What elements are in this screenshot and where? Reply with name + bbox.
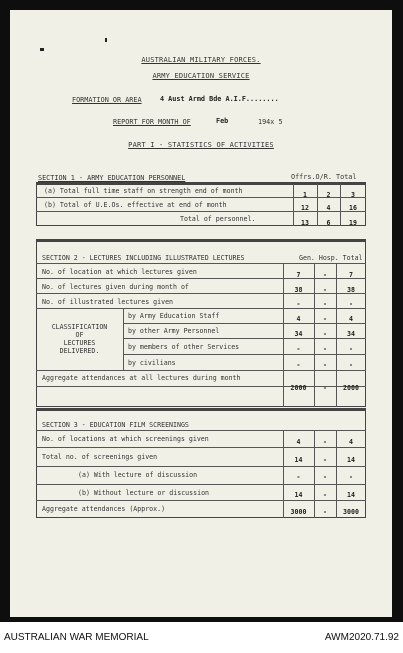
table-cell: 14 (347, 456, 355, 464)
table-cell: 4 (349, 315, 353, 323)
table-cell: - (296, 473, 301, 481)
table-row-label: (b) Total of U.E.Os. effective at end of month (44, 201, 227, 209)
table-cell: - (349, 361, 353, 369)
table-row-label: Total no. of screenings given (42, 453, 158, 461)
part-title: PART I - STATISTICS OF ACTIVITIES (128, 141, 274, 149)
table-cell: 7 (296, 271, 301, 279)
table-row-label: Total of personnel. (180, 215, 256, 223)
table-cell: - (296, 345, 301, 353)
report-month: Feb (216, 117, 229, 125)
table-cell: 12 (301, 204, 309, 212)
table-cell: 34 (294, 330, 303, 338)
table-cell: - (323, 300, 327, 308)
table-row-label: No. of illustrated lectures given (42, 298, 174, 306)
service-title: ARMY EDUCATION SERVICE (152, 72, 250, 80)
table-row-label: by other Army Personnel (128, 327, 220, 335)
table-cell: - (323, 315, 327, 323)
table-cell: - (296, 361, 301, 369)
punch-mark (105, 38, 107, 42)
classification-label: DELIVERED. (59, 347, 100, 355)
table-row-label: (a) Total full time staff on strength end of month (44, 187, 243, 195)
table-cell: 19 (349, 219, 357, 227)
table-cell: 2000 (290, 384, 307, 392)
table-cell: 38 (294, 286, 303, 294)
table-cell: 14 (294, 456, 303, 464)
table-cell: 34 (347, 330, 355, 338)
table-cell: - (323, 286, 327, 294)
table-row-label: No. of location at which lectures given (42, 268, 197, 276)
table-cell: 14 (294, 491, 303, 499)
org-title: AUSTRALIAN MILITARY FORCES. (141, 56, 261, 64)
table-cell: - (323, 345, 327, 353)
section3-title: SECTION 3 - EDUCATION FILM SCREENINGS (42, 421, 189, 429)
table-row-label: by Army Education Staff (128, 312, 220, 320)
punch-mark (40, 48, 44, 51)
section2-title: SECTION 2 - LECTURES INCLUDING ILLUSTRATED LECTURES (42, 254, 245, 262)
formation-value: 4 Aust Armd Bde A.I.F........ (160, 95, 279, 103)
table-cell: - (323, 473, 327, 481)
table-cell: - (323, 508, 327, 516)
table-cell: 1 (303, 191, 307, 199)
table-cell: 7 (349, 271, 353, 279)
table-cell: - (323, 384, 327, 392)
table-cell: 3000 (343, 508, 359, 516)
table-cell: - (296, 300, 301, 308)
table-cell: 14 (347, 491, 355, 499)
table-cell: 4 (296, 438, 301, 446)
table-cell: - (349, 345, 353, 353)
table-cell: - (323, 330, 327, 338)
table-row-label: Aggregate attendances at all lectures during month (42, 374, 241, 382)
report-year: 194x 5 (258, 118, 283, 126)
section1-title: SECTION 1 - ARMY EDUCATION PERSONNEL (38, 174, 186, 182)
table-row-label: No. of locations at which screenings given (42, 435, 209, 443)
table-cell: - (323, 361, 327, 369)
footer-accession-number: AWM2020.71.92 (324, 632, 399, 643)
table-cell: 3 (351, 191, 355, 199)
table-cell: - (349, 300, 353, 308)
table-cell: 16 (349, 204, 357, 212)
table-row-label: (a) With lecture of discussion (78, 471, 198, 479)
document-page (10, 10, 392, 617)
table-cell: 4 (326, 204, 331, 212)
report-label: REPORT FOR MONTH OF (113, 118, 191, 126)
table-row-label: (b) Without lecture or discussion (78, 489, 210, 497)
table-cell: 3000 (290, 508, 307, 516)
footer-credit: AUSTRALIAN WAR MEMORIAL (4, 632, 149, 643)
table-cell: 6 (326, 219, 331, 227)
table-cell: 38 (347, 286, 355, 294)
table-cell: 13 (301, 219, 309, 227)
table-cell: - (323, 438, 327, 446)
section1-col-header: Offrs.O/R. Total (291, 173, 357, 181)
table-row-label: by members of other Services (128, 343, 240, 351)
classification-label: LECTURES (63, 339, 96, 347)
section2-col-header: Gen. Hosp. Total (299, 254, 363, 262)
table-cell: 2 (326, 191, 331, 199)
classification-label: OF (75, 331, 84, 339)
table-cell: - (323, 271, 327, 279)
table-row-label: by civilians (128, 359, 176, 367)
table-cell: - (323, 491, 327, 499)
table-cell: - (349, 473, 353, 481)
table-row-label: Aggregate attendances (Approx.) (42, 505, 166, 513)
formation-label: FORMATION OR AREA (72, 96, 142, 104)
table-row-label: No. of lectures given during month of (42, 283, 189, 291)
table-cell: 2000 (343, 384, 359, 392)
table-cell: - (323, 456, 327, 464)
classification-label: CLASSIFICATION (51, 323, 108, 331)
table-cell: 4 (296, 315, 301, 323)
table-cell: 4 (349, 438, 353, 446)
